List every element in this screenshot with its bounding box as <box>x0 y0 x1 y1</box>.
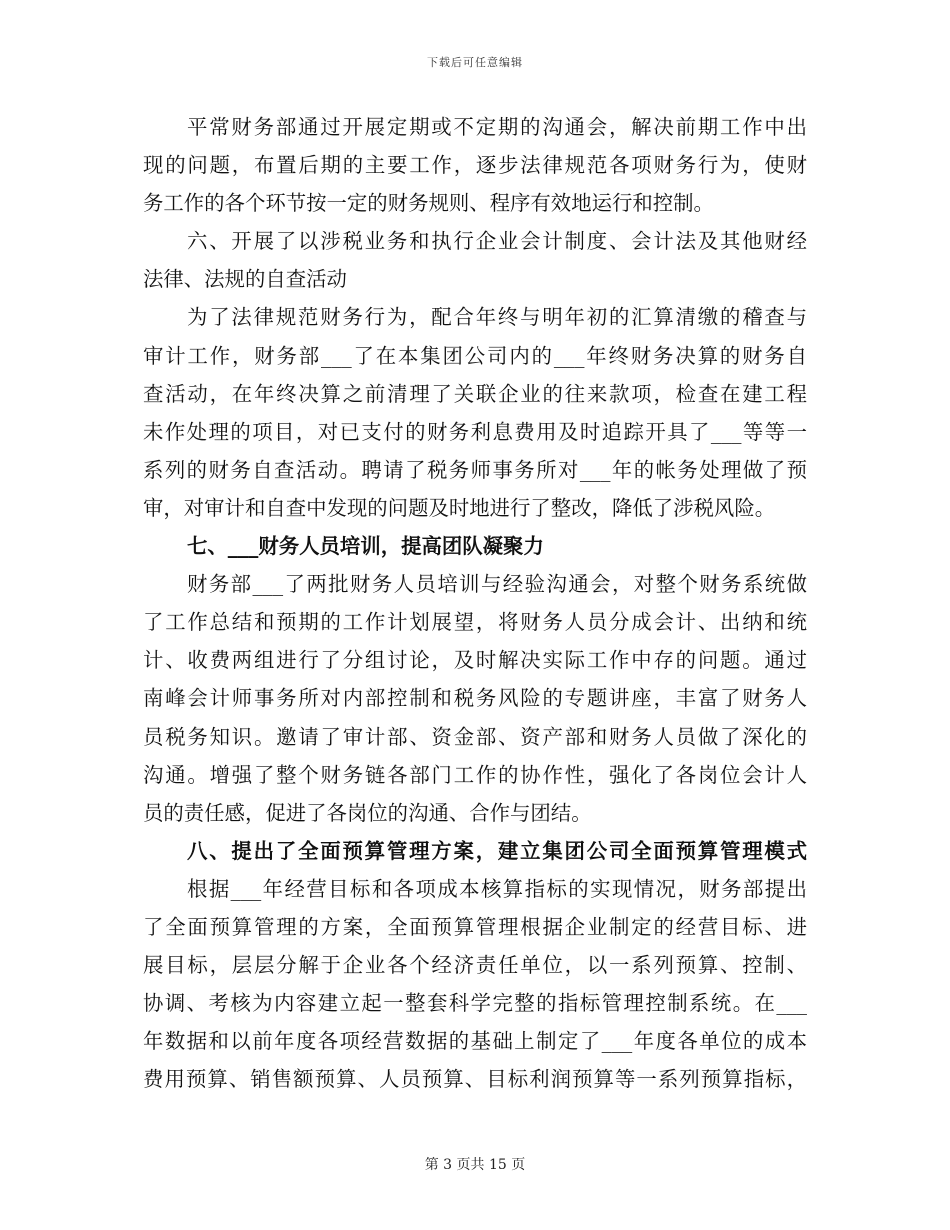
paragraph-line: 员税务知识。邀请了审计部、资金部、资产部和财务人员做了深化的 <box>143 724 807 749</box>
paragraph-line: 费用预算、销售额预算、人员预算、目标利润预算等一系列预算指标， <box>143 1067 807 1092</box>
paragraph-line: 审计工作，财务部___了在本集团公司内的___年终财务决算的财务自 <box>143 343 807 368</box>
paragraph-line: 南峰会计师事务所对内部控制和税务风险的专题讲座，丰富了财务人 <box>143 686 807 711</box>
paragraph-line: 平常财务部通过开展定期或不定期的沟通会，解决前期工作中出 <box>187 115 807 139</box>
paragraph-line: 审，对审计和自查中发现的问题及时地进行了整改，降低了涉税风险。 <box>143 495 776 520</box>
paragraph-line: 财务部___了两批财务人员培训与经验沟通会，对整个财务系统做 <box>187 572 807 597</box>
paragraph-line: 沟通。增强了整个财务链各部门工作的协作性，强化了各岗位会计人 <box>143 762 807 787</box>
paragraph-line: 根据___年经营目标和各项成本核算指标的实现情况，财务部提出 <box>187 876 807 901</box>
paragraph-line: 年数据和以前年度各项经营数据的基础上制定了___年度各单位的成本 <box>143 1029 807 1054</box>
section-heading-6-continued: 法律、法规的自查活动 <box>143 267 347 292</box>
page-header: 下载后可任意编辑 <box>427 56 523 69</box>
paragraph-line: 了全面预算管理的方案，全面预算管理根据企业制定的经营目标、进 <box>143 914 807 939</box>
paragraph-line: 系列的财务自查活动。聘请了税务师事务所对___年的帐务处理做了预 <box>143 457 807 482</box>
paragraph-line: 员的责任感，促进了各岗位的沟通、合作与团结。 <box>143 800 592 825</box>
paragraph-line: 查活动，在年终决算之前清理了关联企业的往来款项，检查在建工程 <box>143 381 807 406</box>
paragraph-line: 现的问题，布置后期的主要工作，逐步法律规范各项财务行为，使财 <box>143 153 807 178</box>
paragraph-line: 协调、考核为内容建立起一整套科学完整的指标管理控制系统。在___ <box>143 991 807 1016</box>
section-heading-8: 八、提出了全面预算管理方案，建立集团公司全面预算管理模式 <box>187 838 807 863</box>
section-heading-7: 七、___财务人员培训，提高团队凝聚力 <box>187 534 544 559</box>
paragraph-line: 务工作的各个环节按一定的财务规则、程序有效地运行和控制。 <box>143 191 714 216</box>
page-number: 第 3 页共 15 页 <box>424 1157 526 1173</box>
paragraph-line: 计、收费两组进行了分组讨论，及时解决实际工作中存的问题。通过 <box>143 648 807 673</box>
paragraph-line: 展目标，层层分解于企业各个经济责任单位，以一系列预算、控制、 <box>143 953 807 978</box>
document-body <box>143 108 807 1098</box>
paragraph-line: 为了法律规范财务行为，配合年终与明年初的汇算清缴的稽查与 <box>187 305 807 330</box>
section-heading-6: 六、开展了以涉税业务和执行企业会计制度、会计法及其他财经 <box>187 229 807 254</box>
paragraph-line: 未作处理的项目，对已支付的财务利息费用及时追踪开具了___等等一 <box>143 419 807 444</box>
paragraph-line: 了工作总结和预期的工作计划展望，将财务人员分成会计、出纳和统 <box>143 610 807 635</box>
